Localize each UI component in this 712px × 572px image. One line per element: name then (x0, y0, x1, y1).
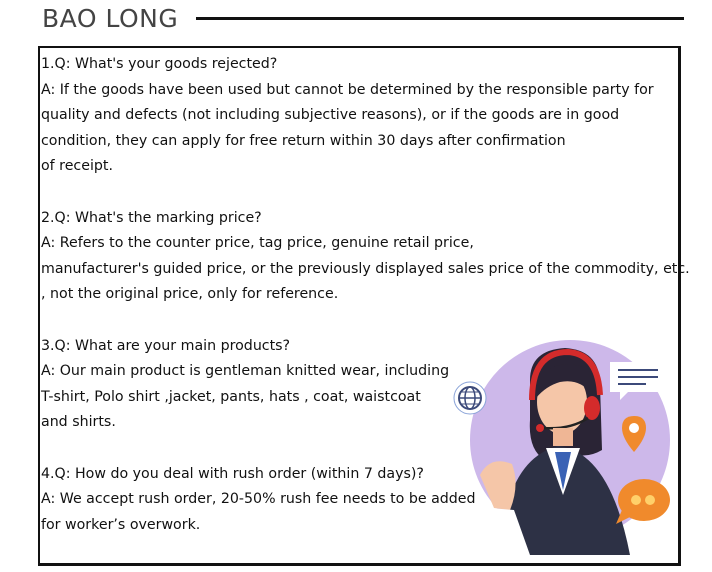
faq-1-answer-line-4: of receipt. (41, 158, 113, 175)
faq-item-2 (41, 206, 690, 308)
faq-2-question: 2.Q: What's the marking price? (41, 209, 262, 226)
faq-item-4 (41, 462, 681, 539)
faq-3-answer-line-3: and shirts. (41, 414, 116, 431)
faq-text (41, 52, 690, 538)
faq-1-answer-line-3: condition, they can apply for free return within 30 days after confirmation (41, 132, 566, 149)
spacer (41, 180, 681, 206)
faq-item-3 (41, 334, 681, 436)
faq-4-question: 4.Q: How do you deal with rush order (within 7 days)? (41, 465, 424, 482)
faq-4-answer-line-2: for worker’s overwork. (41, 516, 201, 533)
faq-2-answer-line-1: A: Refers to the counter price, tag price, genuine retail price, (41, 235, 474, 252)
brand-title: BAO LONG (42, 4, 184, 33)
faq-1-answer-line-1: A: If the goods have been used but cannot be determined by the responsible party for (41, 81, 654, 98)
faq-1-answer-line-2: quality and defects (not including subjective reasons), or if the goods are in good (41, 107, 620, 124)
faq-3-question: 3.Q: What are your main products? (41, 337, 291, 354)
spacer (41, 436, 681, 462)
faq-2-answer-line-3: , not the original price, only for reference. (41, 286, 339, 303)
faq-4-answer-line-1: A: We accept rush order, 20-50% rush fee needs to be added (41, 491, 476, 508)
spacer (41, 308, 681, 334)
faq-1-question: 1.Q: What's your goods rejected? (41, 56, 278, 72)
top-rule (196, 17, 684, 20)
faq-3-answer-line-2: T-shirt, Polo shirt ,jacket, pants, hats , coat, waistcoat (41, 388, 421, 405)
faq-item-1 (41, 52, 681, 180)
faq-2-answer-line-2: manufacturer's guided price, or the previously displayed sales price of the commodity, etc. (41, 260, 690, 277)
faq-3-answer-line-1: A: Our main product is gentleman knitted wear, including (41, 363, 450, 380)
